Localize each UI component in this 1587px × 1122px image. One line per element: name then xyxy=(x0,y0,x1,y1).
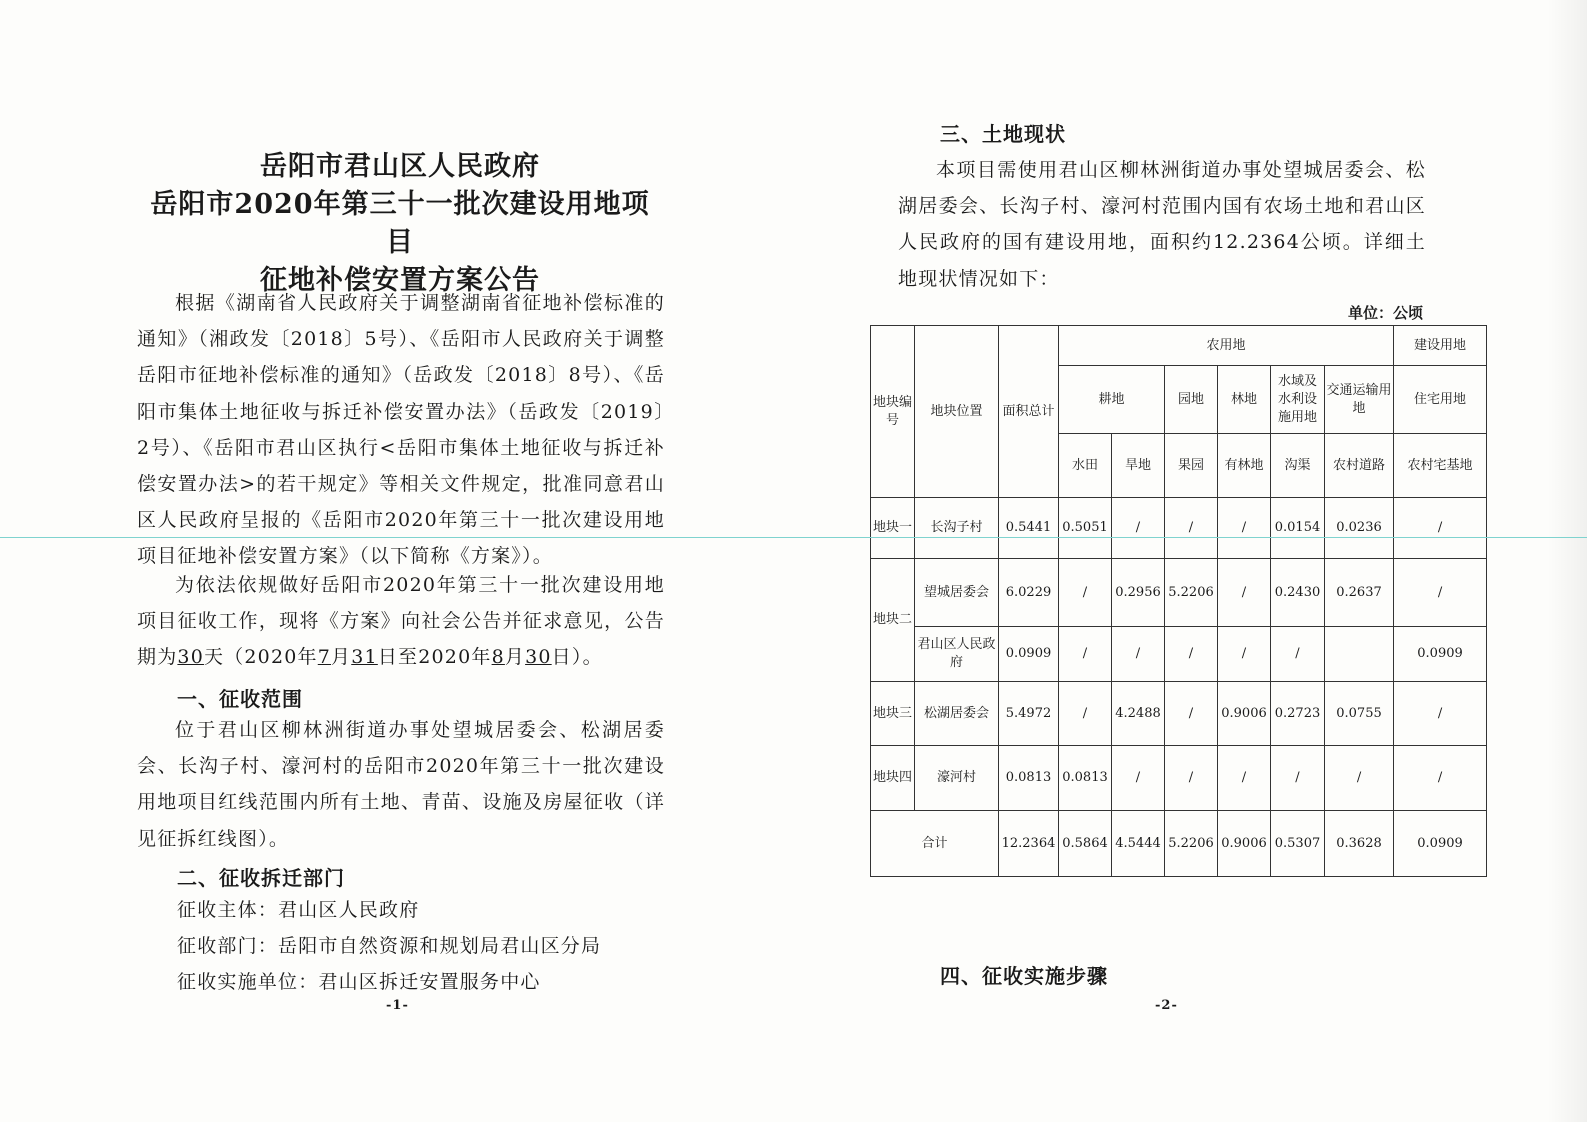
cell: / xyxy=(1059,682,1112,746)
cell: / xyxy=(1112,498,1165,559)
sub-homestead: 农村宅基地 xyxy=(1394,434,1487,498)
header-forest: 林地 xyxy=(1218,366,1271,434)
location: 长沟子村 xyxy=(915,498,999,559)
cell: 0.0909 xyxy=(1394,811,1487,877)
heading-department: 二、征收拆迁部门 xyxy=(177,866,345,890)
table-row xyxy=(871,746,1487,811)
cell: / xyxy=(1218,559,1271,627)
paragraph-basis: 根据《湖南省人民政府关于调整湖南省征地补偿标准的通知》（湘政发〔2018〕5号）、《岳阳市人民政府关于调整岳阳市征地补偿标准的通知》（岳政发〔2018〕8号）、《岳阳市集体土地征收与拆迁补偿安置办法》（岳政发〔2019〕2号）、《岳阳市君山区执行<岳阳市集体土地征收与拆迁补偿安置办法>的若干规定》等相关文件规定，批准同意君山区人民政府呈报的《岳阳市2020年第三十一批次建设用地项目征地补偿安置方案》（以下简称《方案》）。 xyxy=(137,292,665,568)
cell: 6.0229 xyxy=(999,559,1059,627)
cell: 0.9006 xyxy=(1218,811,1271,877)
start-day: 31 xyxy=(351,646,378,669)
page-edge xyxy=(1547,0,1587,1122)
cell: / xyxy=(1218,627,1271,682)
sub-dry: 旱地 xyxy=(1112,434,1165,498)
cell: / xyxy=(1394,746,1487,811)
cell: 0.2430 xyxy=(1271,559,1325,627)
cell: 0.2637 xyxy=(1325,559,1394,627)
sub-paddy: 水田 xyxy=(1059,434,1112,498)
plot-no: 地块三 xyxy=(871,682,915,746)
cell: / xyxy=(1112,746,1165,811)
total-label: 合计 xyxy=(871,811,999,877)
header-location: 地块位置 xyxy=(915,326,999,498)
cell: 4.5444 xyxy=(1112,811,1165,877)
line-subject: 征收主体：君山区人民政府 xyxy=(177,899,420,921)
location: 濠河村 xyxy=(915,746,999,811)
heading-land-status: 三、土地现状 xyxy=(940,122,1066,146)
notice-title xyxy=(140,148,660,300)
cell: / xyxy=(1325,746,1394,811)
line-department: 征收部门：岳阳市自然资源和规划局君山区分局 xyxy=(177,935,602,957)
header-cultivated: 耕地 xyxy=(1059,366,1165,434)
table-row xyxy=(871,682,1487,746)
cell: 5.4972 xyxy=(999,682,1059,746)
cell: / xyxy=(1271,627,1325,682)
cell: / xyxy=(1165,627,1218,682)
cell: 0.5441 xyxy=(999,498,1059,559)
paragraph-announcement xyxy=(137,567,665,676)
page-left xyxy=(0,0,790,1122)
cell: / xyxy=(1394,682,1487,746)
end-day: 30 xyxy=(525,646,552,669)
page-number-1: -1- xyxy=(386,998,409,1013)
unit-label: 单位：公顷 xyxy=(1348,304,1424,322)
cell: / xyxy=(1059,559,1112,627)
table-row-total xyxy=(871,811,1487,877)
location: 君山区人民政府 xyxy=(915,627,999,682)
period-days: 30 xyxy=(177,646,204,669)
scan-line xyxy=(0,537,1587,538)
header-water: 水域及水利设施用地 xyxy=(1271,366,1325,434)
para2-d: 日至2020年 xyxy=(377,646,492,669)
title-line-3: 征地补偿安置方案公告 xyxy=(260,265,540,296)
cell: 0.0236 xyxy=(1325,498,1394,559)
sub-ditch: 沟渠 xyxy=(1271,434,1325,498)
sub-orchard: 果园 xyxy=(1165,434,1218,498)
para2-a: 为依法依规做好岳阳市2020年第三十一批次建设用地项目征收工作，现将《方案》向社会公告并征求意见，公告期为 xyxy=(137,574,665,669)
title-line-1: 岳阳市君山区人民政府 xyxy=(260,151,540,182)
cell: 0.5051 xyxy=(1059,498,1112,559)
para2-c: 月 xyxy=(331,646,352,669)
cell: 0.0755 xyxy=(1325,682,1394,746)
plot-no: 地块二 xyxy=(871,559,915,682)
cell: 0.0813 xyxy=(999,746,1059,811)
para2-f: 日）。 xyxy=(551,646,603,669)
cell: 0.2956 xyxy=(1112,559,1165,627)
header-garden: 园地 xyxy=(1165,366,1218,434)
cell: 0.3628 xyxy=(1325,811,1394,877)
cell: / xyxy=(1394,498,1487,559)
para2-b: 天（2020年 xyxy=(203,646,318,669)
header-construction: 建设用地 xyxy=(1394,326,1487,366)
cell: 5.2206 xyxy=(1165,811,1218,877)
cell: / xyxy=(1218,498,1271,559)
cell: 0.2723 xyxy=(1271,682,1325,746)
plot-no: 地块一 xyxy=(871,498,915,559)
header-housing: 住宅用地 xyxy=(1394,366,1487,434)
line-implementer: 征收实施单位：君山区拆迁安置服务中心 xyxy=(177,971,541,993)
cell: / xyxy=(1112,627,1165,682)
header-area-total: 面积总计 xyxy=(999,326,1059,498)
cell: / xyxy=(1218,746,1271,811)
table-row xyxy=(871,627,1487,682)
cell: / xyxy=(1271,746,1325,811)
cell: / xyxy=(1059,627,1112,682)
table-row xyxy=(871,498,1487,559)
cell: 4.2488 xyxy=(1112,682,1165,746)
table-row xyxy=(871,559,1487,627)
para2-e: 月 xyxy=(504,646,526,669)
cell: 12.2364 xyxy=(999,811,1059,877)
plot-no: 地块四 xyxy=(871,746,915,811)
cell xyxy=(1325,627,1394,682)
cell: 0.0909 xyxy=(999,627,1059,682)
cell: 0.5864 xyxy=(1059,811,1112,877)
heading-scope: 一、征收范围 xyxy=(177,687,303,711)
cell: 0.9006 xyxy=(1218,682,1271,746)
cell: 0.0909 xyxy=(1394,627,1487,682)
cell: 0.0154 xyxy=(1271,498,1325,559)
cell: / xyxy=(1394,559,1487,627)
heading-steps: 四、征收实施步骤 xyxy=(940,964,1108,988)
sub-woodland: 有林地 xyxy=(1218,434,1271,498)
location: 望城居委会 xyxy=(915,559,999,627)
cell: 5.2206 xyxy=(1165,559,1218,627)
land-status-table xyxy=(870,325,1487,877)
start-month: 7 xyxy=(317,646,332,669)
header-agricultural: 农用地 xyxy=(1059,326,1394,366)
header-transport: 交通运输用地 xyxy=(1325,366,1394,434)
paragraph-scope: 位于君山区柳林洲街道办事处望城居委会、松湖居委会、长沟子村、濠河村的岳阳市2020年第三十一批次建设用地项目红线范围内所有土地、青苗、设施及房屋征收（详见征拆红线图）。 xyxy=(137,719,665,850)
page-number-2: -2- xyxy=(1155,998,1178,1013)
cell: 0.5307 xyxy=(1271,811,1325,877)
title-line-2: 岳阳市2020年第三十一批次建设用地项目 xyxy=(150,189,650,258)
sub-road: 农村道路 xyxy=(1325,434,1394,498)
end-month: 8 xyxy=(491,646,505,669)
cell: / xyxy=(1165,682,1218,746)
cell: 0.0813 xyxy=(1059,746,1112,811)
location: 松湖居委会 xyxy=(915,682,999,746)
cell: / xyxy=(1165,746,1218,811)
header-plot-no: 地块编号 xyxy=(871,326,915,498)
paragraph-land-status: 本项目需使用君山区柳林洲街道办事处望城居委会、松湖居委会、长沟子村、濠河村范围内国有农场土地和君山区人民政府的国有建设用地，面积约12.2364公顷。详细土地现状情况如下： xyxy=(898,159,1426,290)
cell: / xyxy=(1165,498,1218,559)
